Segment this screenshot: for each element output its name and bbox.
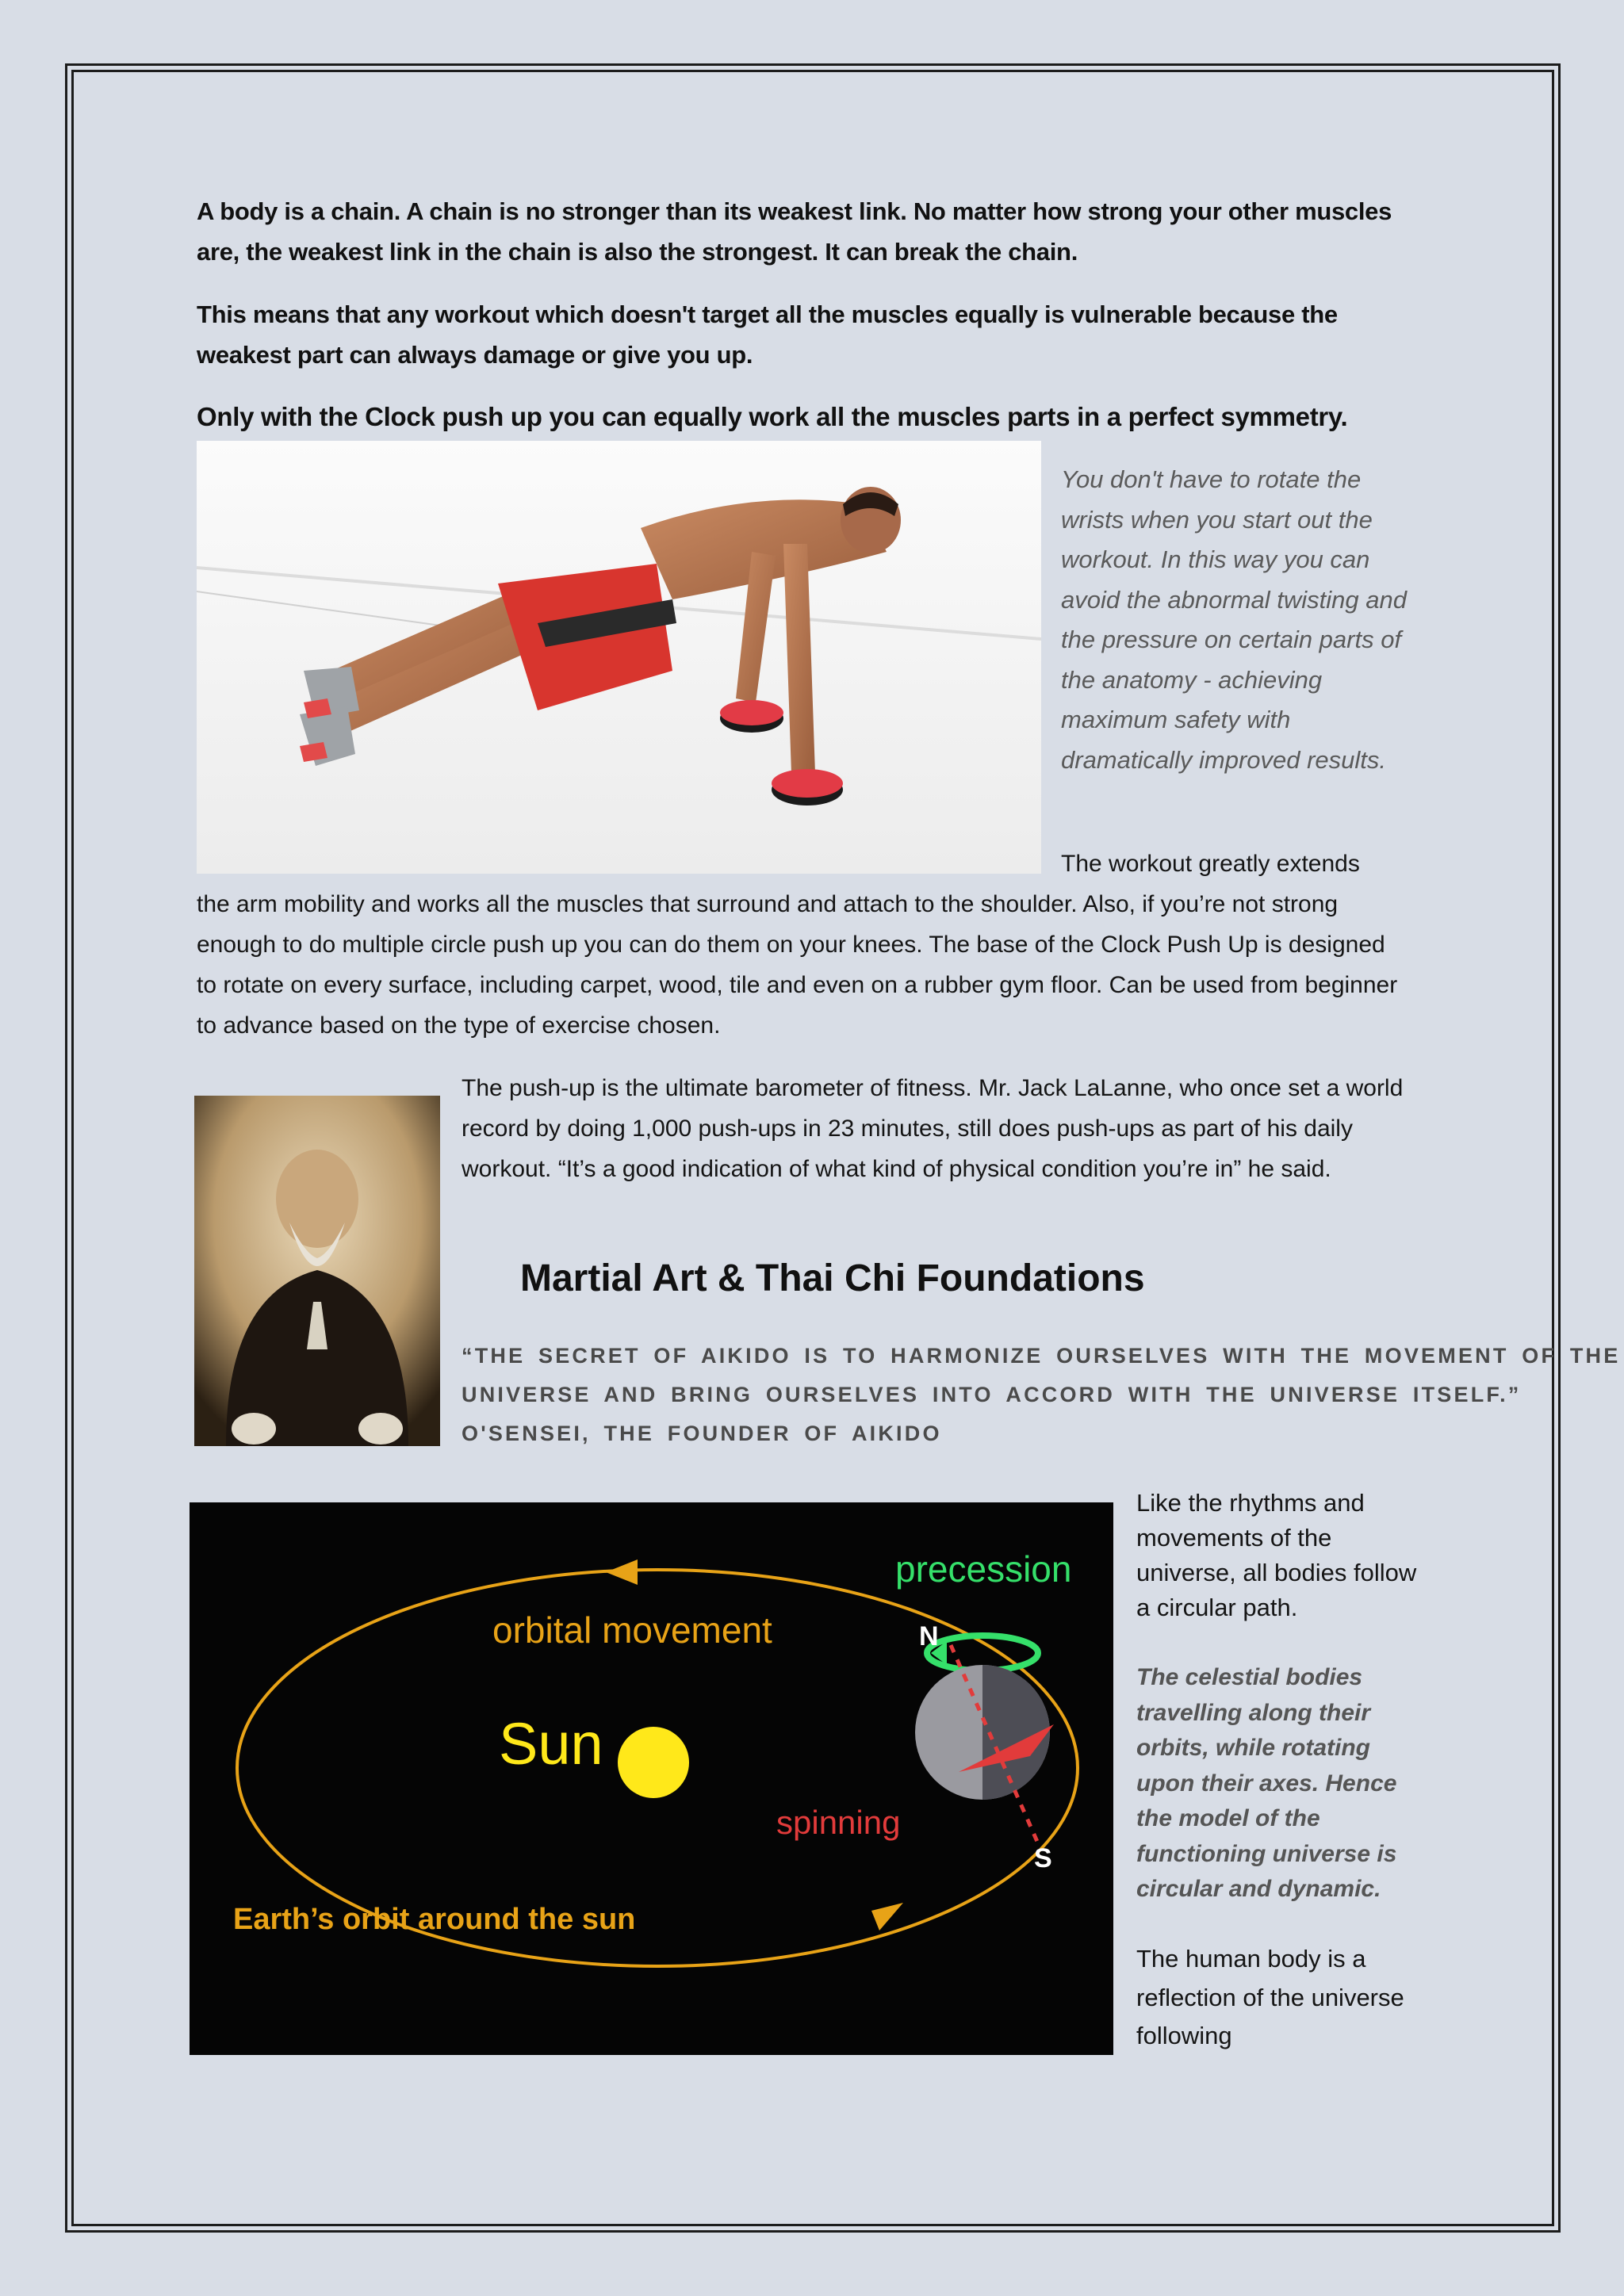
wrists-paragraph: You don't have to rotate the wrists when you start out the workout. In this way you can avoid the abnormal twisting and the pressure on certain parts of the anatomy - achieving maximum safety with dramatically improved results. [1061, 465, 1407, 774]
rhythms-paragraph: Like the rhythms and movements of the universe, all bodies follow a circular path. [1136, 1489, 1417, 1621]
section-heading: Martial Art & Thai Chi Foundations [520, 1257, 1145, 1299]
celestial-paragraph: The celestial bodies travelling along their orbits, while rotating upon their axes. Hence the model of the functioning universe is circular and dynamic. [1136, 1664, 1397, 1902]
osensei-portrait [194, 1096, 440, 1446]
lalanne-paragraph: The push-up is the ultimate barometer of fitness. Mr. Jack LaLanne, who once set a world record by doing 1,000 push-ups in 23 minutes, still does push-ups as part of his daily workout. “It’s a good indication of what kind of physical condition you’re in” he said. [462, 1075, 1404, 1182]
target-paragraph: This means that any workout which doesn't target all the muscles equally is vulnerable because the weakest part can always damage or give you up. [197, 300, 1338, 369]
south-label: S [1034, 1843, 1052, 1873]
human-body-paragraph: The human body is a reflection of the universe following [1136, 1945, 1404, 2049]
lead-paragraph: Only with the Clock push up you can equally work all the muscles parts in a perfect symmetry. [197, 402, 1348, 431]
precession-label: precession [895, 1548, 1072, 1590]
north-label: N [919, 1621, 939, 1651]
orbital-movement-label: orbital movement [492, 1609, 772, 1651]
workout-first-line: The workout greatly extends [1061, 851, 1360, 877]
orbit-caption: Earth’s orbit around the sun [233, 1903, 636, 1936]
chain-paragraph: A body is a chain. A chain is no stronger than its weakest link. No matter how strong your other muscles are, the weakest link in the chain is also the strongest. It can break the chain. [197, 197, 1392, 266]
aikido-quote: “THE SECRET OF AIKIDO IS TO HARMONIZE OURSELVES WITH THE MOVEMENT OF THE UNIVERSE AND BRING OURSELVES INTO ACCORD WITH THE UNIVERSE ITSELF.” O'SENSEI, THE FOUNDER OF AIKIDO [462, 1344, 1621, 1445]
sun-icon [618, 1727, 689, 1798]
workout-paragraph: the arm mobility and works all the muscles that surround and attach to the shoulder. Also, if you’re not strong enough to do multiple circle push up you can do them on your knees. The base of the Clock Push Up is designed to rotate on every surface, including carpet, wood, tile and even on a rubber gym floor. Can be used from beginner to advance based on the type of exercise chosen. [197, 891, 1398, 1039]
pushup-photo [197, 441, 1041, 874]
orbit-diagram [190, 1502, 1113, 2055]
spinning-label: spinning [776, 1804, 901, 1841]
sun-label: Sun [499, 1711, 603, 1777]
